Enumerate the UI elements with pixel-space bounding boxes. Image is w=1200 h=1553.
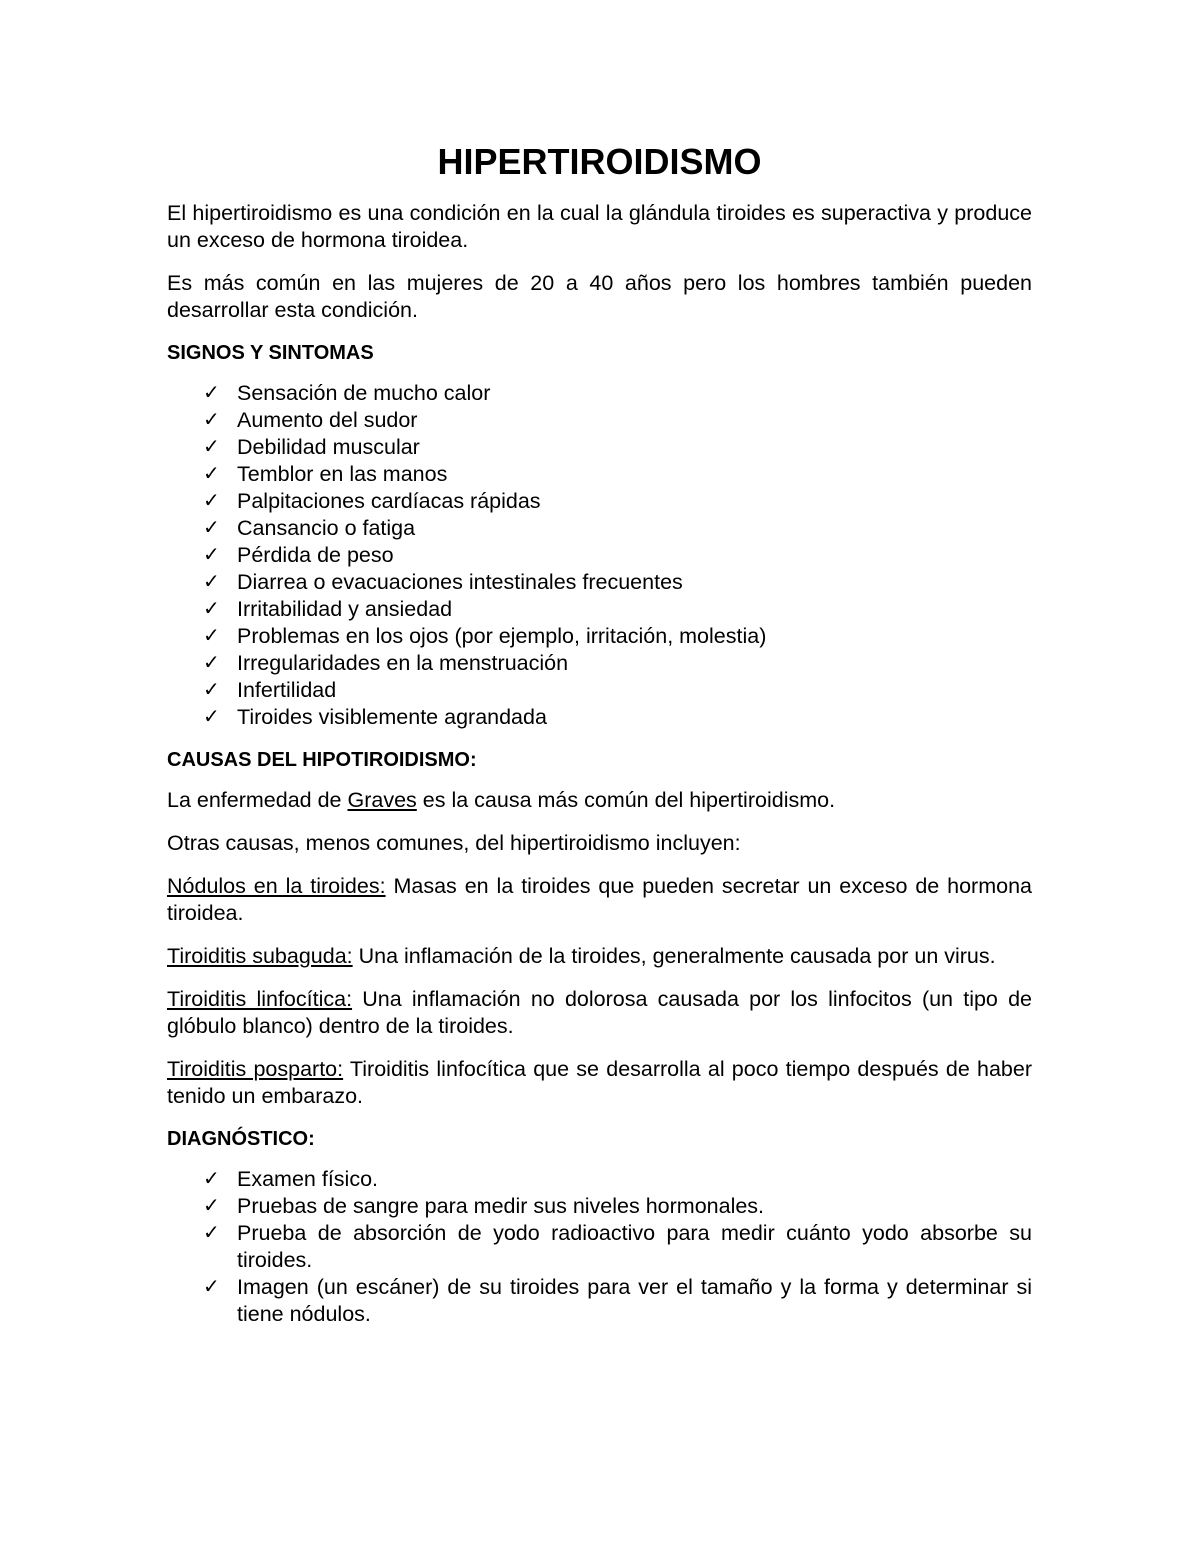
checkmark-icon: ✓ — [203, 652, 220, 674]
signos-item — [167, 542, 1032, 569]
signos-item-text: Cansancio o fatiga — [237, 516, 416, 540]
checkmark-icon: ✓ — [203, 571, 220, 593]
diagnostico-item-text: Examen físico. — [237, 1167, 378, 1191]
signos-item-text: Diarrea o evacuaciones intestinales frecuentes — [237, 570, 683, 594]
diagnostico-item — [167, 1193, 1032, 1220]
checkmark-icon: ✓ — [203, 436, 220, 458]
signos-item — [167, 407, 1032, 434]
signos-item-text: Sensación de mucho calor — [237, 381, 491, 405]
causa-text: Una inflamación de la tiroides, generalmente causada por un virus. — [352, 944, 996, 968]
signos-item — [167, 677, 1032, 704]
diagnostico-item-text: Prueba de absorción de yodo radioactivo para medir cuánto yodo absorbe su tiroides. — [237, 1221, 1032, 1272]
causa-text: Masas en la tiroides que pueden secretar un exceso de hormona tiroidea. — [167, 874, 1032, 925]
signos-item — [167, 434, 1032, 461]
signos-item-text: Infertilidad — [237, 678, 337, 702]
checkmark-icon: ✓ — [203, 598, 220, 620]
checkmark-icon: ✓ — [203, 490, 220, 512]
checkmark-icon: ✓ — [203, 1276, 220, 1298]
causa-term: Tiroiditis linfocítica: — [167, 987, 353, 1011]
signos-item-text: Irritabilidad y ansiedad — [237, 597, 453, 621]
causa-paragraph — [167, 986, 1032, 1040]
page-title: HIPERTIROIDISMO — [437, 141, 762, 182]
signos-item-text: Tiroides visiblemente agrandada — [237, 705, 547, 729]
checkmark-icon: ✓ — [203, 1168, 220, 1190]
checkmark-icon: ✓ — [203, 544, 220, 566]
signos-heading: SIGNOS Y SINTOMAS — [167, 342, 374, 364]
diagnostico-item — [167, 1220, 1032, 1274]
checkmark-icon: ✓ — [203, 1195, 220, 1217]
intro-paragraph-1: El hipertiroidismo es una condición en la cual la glándula tiroides es superactiva y produce un exceso de hormona tiroidea. — [167, 201, 1032, 252]
checkmark-icon: ✓ — [203, 409, 220, 431]
checkmark-icon: ✓ — [203, 463, 220, 485]
checkmark-icon: ✓ — [203, 625, 220, 647]
graves-prefix: La enfermedad de — [167, 788, 348, 812]
checkmark-icon: ✓ — [203, 1222, 220, 1244]
signos-item-text: Palpitaciones cardíacas rápidas — [237, 489, 541, 513]
signos-item — [167, 515, 1032, 542]
causa-term: Tiroiditis subaguda: — [167, 944, 353, 968]
causa-paragraph — [167, 943, 1032, 970]
graves-suffix: es la causa más común del hipertiroidismo. — [416, 788, 836, 812]
graves-link: Graves — [347, 788, 417, 812]
causas-list — [167, 873, 1032, 1110]
signos-item — [167, 650, 1032, 677]
signos-item — [167, 380, 1032, 407]
signos-item — [167, 569, 1032, 596]
intro-paragraph-2: Es más común en las mujeres de 20 a 40 años pero los hombres también pueden desarrollar esta condición. — [167, 271, 1032, 322]
checkmark-icon: ✓ — [203, 382, 220, 404]
signos-item-text: Problemas en los ojos (por ejemplo, irritación, molestia) — [237, 624, 767, 648]
document-body — [167, 200, 1032, 1344]
signos-item — [167, 623, 1032, 650]
otras-causas-paragraph: Otras causas, menos comunes, del hipertiroidismo incluyen: — [167, 831, 741, 855]
causas-heading: CAUSAS DEL HIPOTIROIDISMO: — [167, 749, 477, 771]
signos-item — [167, 461, 1032, 488]
diagnostico-list — [167, 1166, 1032, 1328]
diagnostico-item — [167, 1166, 1032, 1193]
signos-item — [167, 488, 1032, 515]
diagnostico-item — [167, 1274, 1032, 1328]
signos-item-text: Irregularidades en la menstruación — [237, 651, 569, 675]
signos-item — [167, 596, 1032, 623]
signos-list — [167, 380, 1032, 731]
causa-term: Nódulos en la tiroides: — [167, 874, 386, 898]
diagnostico-item-text: Pruebas de sangre para medir sus niveles hormonales. — [237, 1194, 765, 1218]
signos-item-text: Temblor en las manos — [237, 462, 448, 486]
causa-paragraph — [167, 1056, 1032, 1110]
causa-paragraph — [167, 873, 1032, 927]
causa-text: Una inflamación no dolorosa causada por los linfocitos (un tipo de glóbulo blanco) dentro de la tiroides. — [167, 987, 1032, 1038]
signos-item-text: Aumento del sudor — [237, 408, 418, 432]
signos-item-text: Pérdida de peso — [237, 543, 394, 567]
graves-paragraph — [167, 787, 1032, 814]
signos-item-text: Debilidad muscular — [237, 435, 420, 459]
checkmark-icon: ✓ — [203, 706, 220, 728]
checkmark-icon: ✓ — [203, 679, 220, 701]
causa-term: Tiroiditis posparto: — [167, 1057, 344, 1081]
diagnostico-heading: DIAGNÓSTICO: — [167, 1128, 315, 1150]
signos-item — [167, 704, 1032, 731]
diagnostico-item-text: Imagen (un escáner) de su tiroides para ver el tamaño y la forma y determinar si tiene nódulos. — [237, 1275, 1032, 1326]
checkmark-icon: ✓ — [203, 517, 220, 539]
causa-text: Tiroiditis linfocítica que se desarrolla al poco tiempo después de haber tenido un embarazo. — [167, 1057, 1033, 1108]
